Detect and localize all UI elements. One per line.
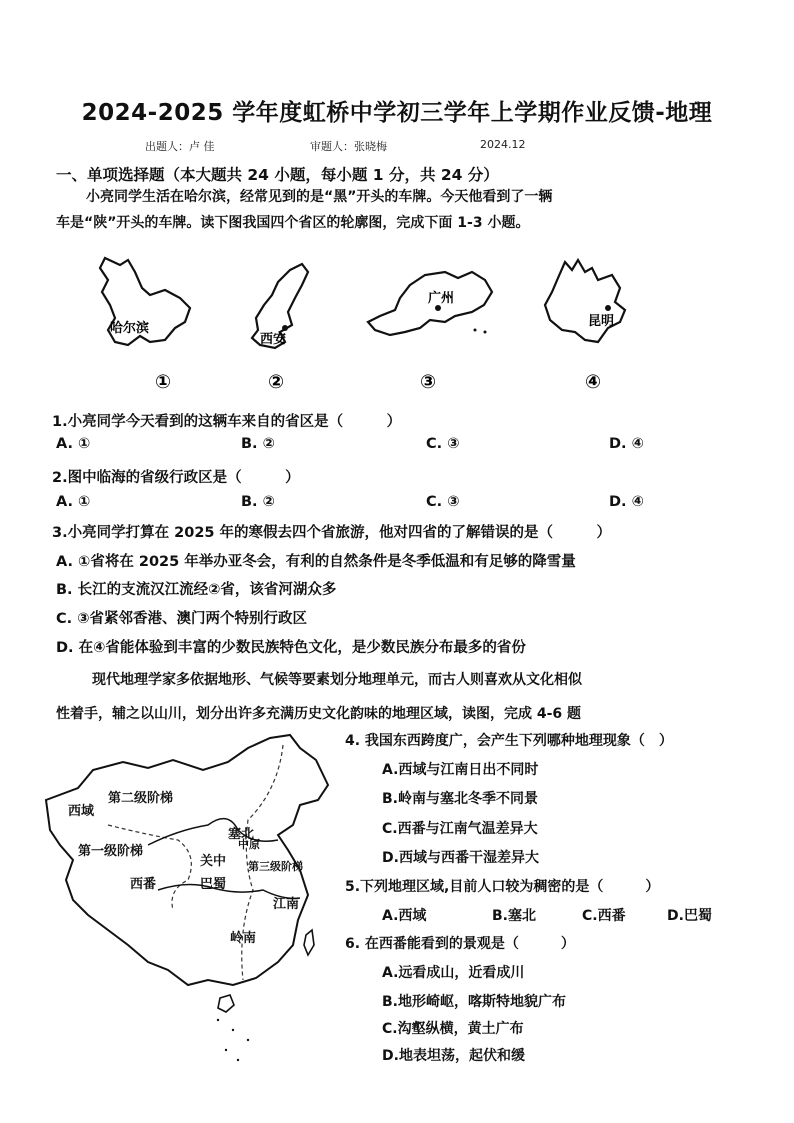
map-label-kunming: 昆明 <box>588 314 615 329</box>
question-2: 2.图中临海的省级行政区是（ ） <box>52 470 300 486</box>
xian-dot <box>282 325 288 331</box>
kunming-dot <box>605 305 611 311</box>
intro2-line-2: 性着手，辅之以山川，划分出许多充满历史文化韵味的地理区域，读图，完成 4-6 题 <box>56 706 582 722</box>
region-label-first-step: 第一级阶梯 <box>78 844 144 859</box>
region-label-third-step: 第三级阶梯 <box>248 860 303 873</box>
q4-option-c[interactable]: C.西番与江南气温差异大 <box>382 821 538 837</box>
section-heading: 一、单项选择题（本大题共 24 小题，每小题 1 分，共 24 分） <box>56 166 499 184</box>
q1-option-c[interactable]: C. ③ <box>426 436 460 452</box>
q6-option-d[interactable]: D.地表坦荡，起伏和缓 <box>382 1048 525 1064</box>
map-number-3: ③ <box>420 371 437 393</box>
region-label-lingnan: 岭南 <box>230 931 257 946</box>
q1-option-a[interactable]: A. ① <box>56 436 91 452</box>
q4-option-b[interactable]: B.岭南与塞北冬季不同景 <box>382 791 538 807</box>
region-label-second-step: 第二级阶梯 <box>108 791 174 806</box>
q3-option-d[interactable]: D. 在④省能体验到丰富的少数民族特色文化，是少数民族分布最多的省份 <box>56 640 526 656</box>
intro-line-2: 车是“陕”开头的车牌。读下图我国四个省区的轮廓图，完成下面 1-3 小题。 <box>56 215 530 231</box>
china-region-map <box>38 730 348 1070</box>
q1-option-d[interactable]: D. ④ <box>609 436 644 452</box>
intro2-line-1: 现代地理学家多依据地形、气候等要素划分地理单元，而古人则喜欢从文化相似 <box>92 672 582 688</box>
intro-paragraph-1 <box>56 184 746 236</box>
date-label: 2024.12 <box>480 138 526 151</box>
reviewer-label: 审题人：张晓梅 <box>310 140 387 153</box>
map-number-2: ② <box>268 371 285 393</box>
terrain-boundary-1 <box>108 825 191 910</box>
region-label-bashu: 巴蜀 <box>200 877 227 892</box>
question-3: 3.小亮同学打算在 2025 年的寒假去四个省旅游，他对四省的了解错误的是（ ） <box>52 525 612 541</box>
question-6: 6. 在西番能看到的景观是（ ） <box>345 936 575 952</box>
q5-option-c[interactable]: C.西番 <box>582 908 626 924</box>
q4-option-a[interactable]: A.西域与江南日出不同时 <box>382 762 539 778</box>
taiwan-island <box>304 930 314 955</box>
map-number-1: ① <box>155 371 172 393</box>
question-1: 1.小亮同学今天看到的这辆车来自的省区是（ ） <box>52 414 402 430</box>
province-outline-maps <box>80 250 700 400</box>
q5-option-b[interactable]: B.塞北 <box>492 908 536 924</box>
q3-option-c[interactable]: C. ③省紧邻香港、澳门两个特别行政区 <box>56 611 307 627</box>
q5-option-d[interactable]: D.巴蜀 <box>667 908 712 924</box>
question-4: 4. 我国东西跨度广，会产生下列哪种地理现象（ ） <box>345 733 673 749</box>
page-title: 2024-2025 学年度虹桥中学初三学年上学期作业反馈-地理 <box>81 100 713 126</box>
q2-option-a[interactable]: A. ① <box>56 494 91 510</box>
question-5: 5.下列地理区域,目前人口较为稠密的是（ ） <box>345 879 660 895</box>
region-label-guanzhong: 关中 <box>200 854 227 869</box>
q2-option-b[interactable]: B. ② <box>241 494 275 510</box>
intro-paragraph-2 <box>56 663 746 731</box>
q6-option-a[interactable]: A.远看成山，近看成川 <box>382 965 525 981</box>
region-label-saibei: 塞北 <box>228 827 255 842</box>
map-label-guangzhou: 广州 <box>428 291 455 306</box>
region-label-xifan: 西番 <box>130 877 157 892</box>
author-label: 出题人：卢 佳 <box>145 140 215 153</box>
map-label-xian: 西安 <box>260 332 287 347</box>
q3-option-a[interactable]: A. ①省将在 2025 年举办亚冬会，有利的自然条件是冬季低温和有足够的降雪量 <box>56 554 576 570</box>
q2-option-d[interactable]: D. ④ <box>609 494 644 510</box>
region-label-xiyu: 西域 <box>68 804 95 819</box>
map-number-4: ④ <box>585 371 602 393</box>
map-label-harbin: 哈尔滨 <box>110 321 150 336</box>
q5-option-a[interactable]: A.西域 <box>382 908 427 924</box>
q3-option-b[interactable]: B. 长江的支流汉江流经②省，该省河湖众多 <box>56 582 337 598</box>
province-outline-4 <box>545 260 625 342</box>
q4-option-d[interactable]: D.西域与西番干湿差异大 <box>382 850 539 866</box>
q6-option-b[interactable]: B.地形崎岖，喀斯特地貌广布 <box>382 994 566 1010</box>
q6-option-c[interactable]: C.沟壑纵横，黄土广布 <box>382 1021 524 1037</box>
region-label-jiangnan: 江南 <box>273 897 300 912</box>
intro-line-1: 小亮同学生活在哈尔滨，经常见到的是“黑”开头的车牌。今天他看到了一辆 <box>86 189 553 205</box>
hainan-island <box>218 995 234 1012</box>
region-label-zhongyuan: 中原 <box>238 838 260 851</box>
q2-option-c[interactable]: C. ③ <box>426 494 460 510</box>
q1-option-b[interactable]: B. ② <box>241 436 275 452</box>
